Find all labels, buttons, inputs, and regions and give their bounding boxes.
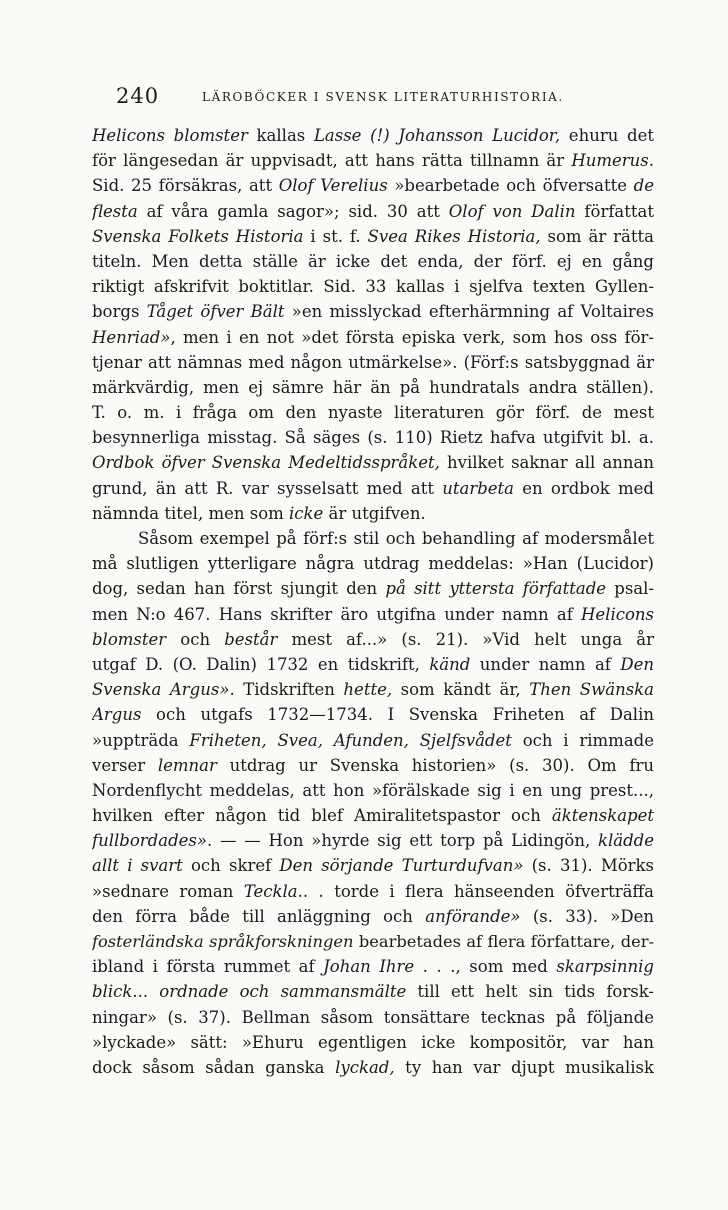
- text-segment: ningar» (s. 37). Bellman såsom tonsättare tecknas på följande: [92, 1007, 654, 1027]
- text-line: [92, 501, 654, 526]
- text-segment: . Tidskriften: [229, 680, 344, 700]
- italic-segment: Den sörjande Turturdufvan»: [279, 856, 524, 876]
- italic-segment: hette,: [343, 680, 393, 700]
- italic-segment: Tåget öfver Bält: [146, 302, 285, 322]
- italic-segment: flesta: [92, 201, 138, 221]
- text-line: [92, 652, 654, 677]
- text-segment: (s. 31). Mörks: [523, 856, 654, 876]
- text-segment: verser: [92, 755, 158, 775]
- text-line: [92, 551, 654, 576]
- text-segment: och skref: [182, 856, 280, 876]
- text-segment: under namn af: [470, 654, 621, 674]
- text-segment: besynnerliga misstag. Så säges (s. 110) Rietz hafva utgifvit bl. a.: [92, 428, 654, 448]
- text-line: [92, 249, 654, 274]
- text-segment: och utgafs 1732—1734. I Svenska Friheten af Dalin: [141, 705, 654, 725]
- text-segment: »lyckade» sätt: »Ehuru egentligen icke kompositör, var han: [92, 1032, 654, 1052]
- text-segment: i st. f.: [303, 226, 368, 246]
- text-segment: för längesedan är uppvisadt, att hans rätta tillnamn är: [92, 151, 572, 171]
- italic-segment: Den: [620, 654, 654, 674]
- italic-segment: Helicons blomster: [92, 126, 248, 145]
- italic-segment: Humerus.: [571, 151, 654, 171]
- text-line: [92, 702, 654, 727]
- text-line: [92, 778, 654, 803]
- italic-segment: klädde: [597, 831, 654, 851]
- text-line: [92, 224, 654, 249]
- text-line: [92, 526, 654, 551]
- italic-segment: Argus: [92, 705, 142, 725]
- text-segment: »en misslyckad efterhärmning af Voltaires: [284, 302, 654, 322]
- text-line: [92, 803, 654, 828]
- text-segment: och i rimmade: [511, 730, 654, 750]
- text-line: [92, 904, 654, 929]
- text-segment: psal-: [606, 579, 654, 599]
- italic-segment: lyckad,: [335, 1057, 395, 1077]
- italic-segment: utarbeta: [442, 478, 514, 498]
- italic-segment: Lasse (!) Johansson Lucidor,: [313, 126, 561, 145]
- running-title: LÄROBÖCKER I SVENSK LITERATURHISTORIA.: [202, 90, 564, 104]
- text-segment: Nordenflycht meddelas, att hon »förälskade sig i en ung prest...,: [92, 780, 654, 800]
- text-line: [92, 677, 654, 702]
- italic-segment: Olof Verelius: [278, 176, 388, 196]
- page-number: 240: [116, 84, 160, 108]
- text-segment: hvilken efter någon tid blef Amiralitetspastor och: [92, 806, 552, 826]
- text-line: [92, 450, 654, 475]
- text-segment: hvilket saknar all annan: [439, 453, 654, 473]
- text-segment: . — — Hon »hyrde sig ett torp på Lidingön,: [206, 831, 598, 851]
- text-line: [92, 425, 654, 450]
- text-segment: som kändt är,: [392, 680, 530, 700]
- text-segment: som är rätta: [540, 226, 654, 246]
- text-segment: T. o. m. i fråga om den nyaste literaturen gör förf. de mest: [92, 403, 654, 423]
- text-segment: mest af...» (s. 21). »Vid helt unga år: [277, 629, 654, 649]
- text-line: [92, 1030, 654, 1055]
- italic-segment: Then Swänska: [529, 680, 654, 700]
- text-line: [92, 879, 654, 904]
- italic-segment: Friheten, Svea, Afunden, Sjelfsvådet: [189, 730, 512, 750]
- text-segment: dog, sedan han först sjungit den: [92, 579, 386, 599]
- text-segment: tjenar att nämnas med någon utmärkelse». (Förf:s satsbyggnad är: [92, 352, 654, 372]
- text-line: [92, 375, 654, 400]
- text-line: [92, 828, 654, 853]
- text-segment: , men i en not »det första episka verk, som hos oss för-: [170, 327, 654, 347]
- text-segment: titeln. Men detta ställe är icke det enda, der förf. ej en gång: [92, 251, 654, 271]
- text-segment: Såsom exempel på förf:s stil och behandling af modersmålet: [138, 529, 654, 548]
- text-line: [92, 627, 654, 652]
- text-segment: »bearbetade och öfversatte: [387, 176, 634, 196]
- text-line: [92, 1055, 654, 1080]
- text-line: [92, 173, 654, 198]
- text-segment: nämnda titel, men som: [92, 503, 290, 523]
- text-line: [92, 929, 654, 954]
- text-segment: den förra både till anläggning och: [92, 906, 426, 926]
- text-line: [92, 1005, 654, 1030]
- italic-segment: Ordbok öfver Svenska Medeltidsspråket,: [92, 453, 440, 473]
- italic-segment: på sitt yttersta författade: [385, 579, 607, 599]
- italic-segment: Teckla: [243, 881, 298, 901]
- text-segment: författat: [575, 201, 654, 221]
- body-text: [92, 123, 654, 1080]
- italic-segment: lemnar: [157, 755, 217, 775]
- italic-segment: Svenska Folkets Historia: [92, 226, 304, 246]
- text-segment: »uppträda: [92, 730, 190, 750]
- text-segment: ...: [132, 982, 160, 1002]
- text-line: [92, 602, 654, 627]
- italic-segment: Helicons: [581, 604, 654, 624]
- text-line: [92, 199, 654, 224]
- text-segment: ty han var djupt musikalisk: [394, 1057, 654, 1077]
- text-segment: dock såsom sådan ganska: [92, 1057, 336, 1077]
- italic-segment: allt i svart: [92, 856, 183, 876]
- text-segment: men N:o 467. Hans skrifter äro utgifna under namn af: [92, 604, 582, 624]
- text-line: [92, 123, 654, 148]
- italic-segment: äktenskapet: [551, 806, 654, 826]
- text-line: [92, 853, 654, 878]
- page-header: [92, 84, 652, 108]
- italic-segment: icke: [289, 503, 324, 523]
- italic-segment: fullbordades»: [92, 831, 207, 851]
- text-segment: borgs: [92, 302, 147, 322]
- text-segment: »sednare roman: [92, 881, 244, 901]
- text-segment: . . ., som med: [414, 957, 557, 977]
- italic-segment: ordnade och sammansmälte: [159, 982, 407, 1002]
- text-segment: ibland i första rummet af: [92, 957, 324, 977]
- text-segment: ehuru det: [560, 126, 654, 145]
- italic-segment: känd: [429, 654, 471, 674]
- italic-segment: Olof von Dalin: [448, 201, 576, 221]
- text-segment: grund, än att R. var sysselsatt med att: [92, 478, 443, 498]
- text-segment: må slutligen ytterligare några utdrag meddelas: »Han (Lucidor): [92, 554, 654, 574]
- italic-segment: Svenska Argus»: [92, 680, 230, 700]
- italic-segment: de: [633, 176, 654, 196]
- text-line: [92, 325, 654, 350]
- text-segment: af våra gamla sagor»; sid. 30 att: [137, 201, 449, 221]
- text-line: [92, 274, 654, 299]
- italic-segment: anförande»: [425, 906, 521, 926]
- text-segment: är utgifven.: [323, 503, 426, 523]
- italic-segment: Johan Ihre: [323, 957, 415, 977]
- text-segment: utgaf D. (O. Dalin) 1732 en tidskrift,: [92, 654, 430, 674]
- text-line: [92, 954, 654, 979]
- text-segment: utdrag ur Svenska historien» (s. 30). Om fru: [216, 755, 654, 775]
- text-line: [92, 299, 654, 324]
- text-segment: Sid. 25 försäkras, att: [92, 176, 279, 196]
- text-line: [92, 350, 654, 375]
- text-line: [92, 576, 654, 601]
- text-segment: till ett helt sin tids forsk-: [406, 982, 654, 1002]
- text-segment: och: [166, 629, 225, 649]
- text-line: [92, 476, 654, 501]
- text-line: [92, 753, 654, 778]
- italic-segment: fosterländska språkforskningen: [92, 932, 354, 951]
- text-line: [92, 400, 654, 425]
- text-segment: en ordbok med: [514, 478, 654, 498]
- text-line: [92, 148, 654, 173]
- text-line: [92, 728, 654, 753]
- text-segment: .. . torde i flera hänseenden öfverträffa: [297, 881, 654, 901]
- text-segment: (s. 33). »Den: [520, 906, 654, 926]
- italic-segment: skarpsinnig: [556, 957, 654, 977]
- text-segment: kallas: [247, 126, 314, 145]
- italic-segment: Svea Rikes Historia,: [367, 226, 541, 246]
- italic-segment: blick: [92, 982, 133, 1002]
- italic-segment: består: [224, 629, 278, 649]
- italic-segment: blomster: [92, 629, 167, 649]
- text-segment: bearbetades af flera författare, der-: [353, 932, 654, 951]
- text-line: [92, 979, 654, 1004]
- italic-segment: Henriad»: [92, 327, 171, 347]
- text-segment: märkvärdig, men ej sämre här än på hundratals andra ställen).: [92, 377, 654, 397]
- text-segment: riktigt afskrifvit boktitlar. Sid. 33 kallas i sjelfva texten Gyllen-: [92, 277, 654, 297]
